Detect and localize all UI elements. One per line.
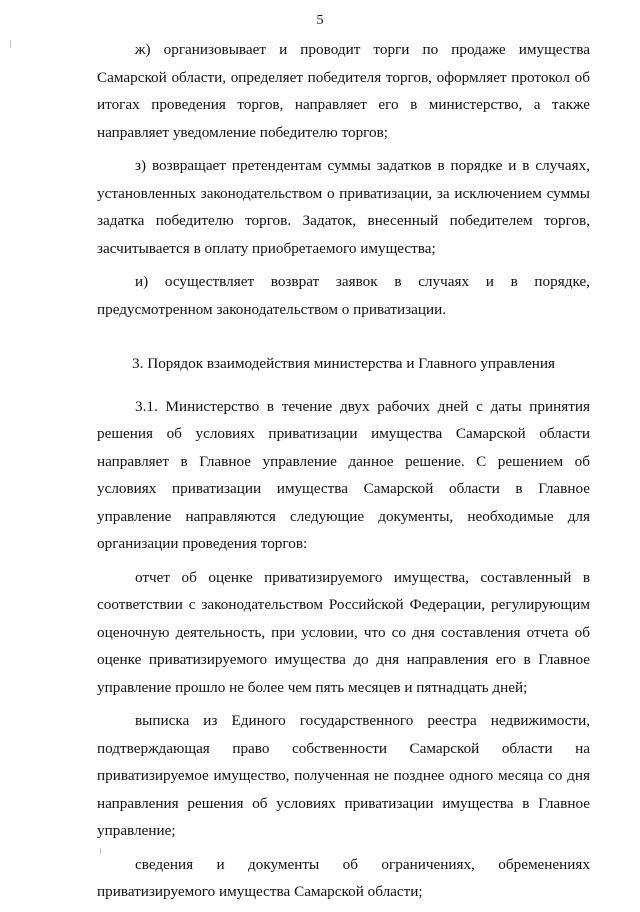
page-content	[97, 36, 590, 912]
paragraph-registry-extract: выписка из Единого государственного реестра недвижимости, подтверждающая право собственности Самарской области на приватизируемое имущество, полученная не позднее одного месяца со дня направления решения об условиях приватизации имущества в Главное управление;	[97, 712, 590, 839]
page-number: 5	[316, 13, 324, 28]
section-heading: 3. Порядок взаимодействия министерства и Главного управления	[132, 355, 555, 372]
paragraph-z: з) возвращает претендентам суммы задатков в порядке и в случаях, установленных законодательством о приватизации, за исключением суммы задатка победителю торгов. Задаток, внесенный победителем торгов, засчитывается в оплату приобретаемого имущества;	[97, 157, 590, 257]
scan-mark-left-bottom	[100, 848, 101, 854]
scan-mark-left-top	[10, 40, 11, 48]
paragraph-valuation-report: отчет об оценке приватизируемого имущества, составленный в соответствии с законодательством Российской Федерации, регулирующим оценочную деятельность, при условии, что со дня составления отчета об оценке приватизируемого имущества до дня направления его в Главное управление прошло не более чем пять месяцев и пятнадцать дней;	[97, 568, 590, 696]
paragraph-zh: ж) организовывает и проводит торги по продаже имущества Самарской области, определяет победителя торгов, оформляет протокол об итогах проведения торгов, направляет его в министерство, а также направляет уведомление победителю торгов;	[97, 41, 590, 141]
paragraph-3-1: 3.1. Министерство в течение двух рабочих дней с даты принятия решения об условиях приватизации имущества Самарской области направляет в Главное управление данное решение. С решением об условиях приватизации имущества Самарской области в Главное управление направляются следующие документы, необходимые для организации проведения торгов:	[97, 397, 590, 552]
paragraph-encumbrances: сведения и документы об ограничениях, обременениях приватизируемого имущества Самарской области;	[97, 855, 590, 900]
paragraph-i: и) осуществляет возврат заявок в случаях и в порядке, предусмотренном законодательством о приватизации.	[97, 273, 590, 318]
